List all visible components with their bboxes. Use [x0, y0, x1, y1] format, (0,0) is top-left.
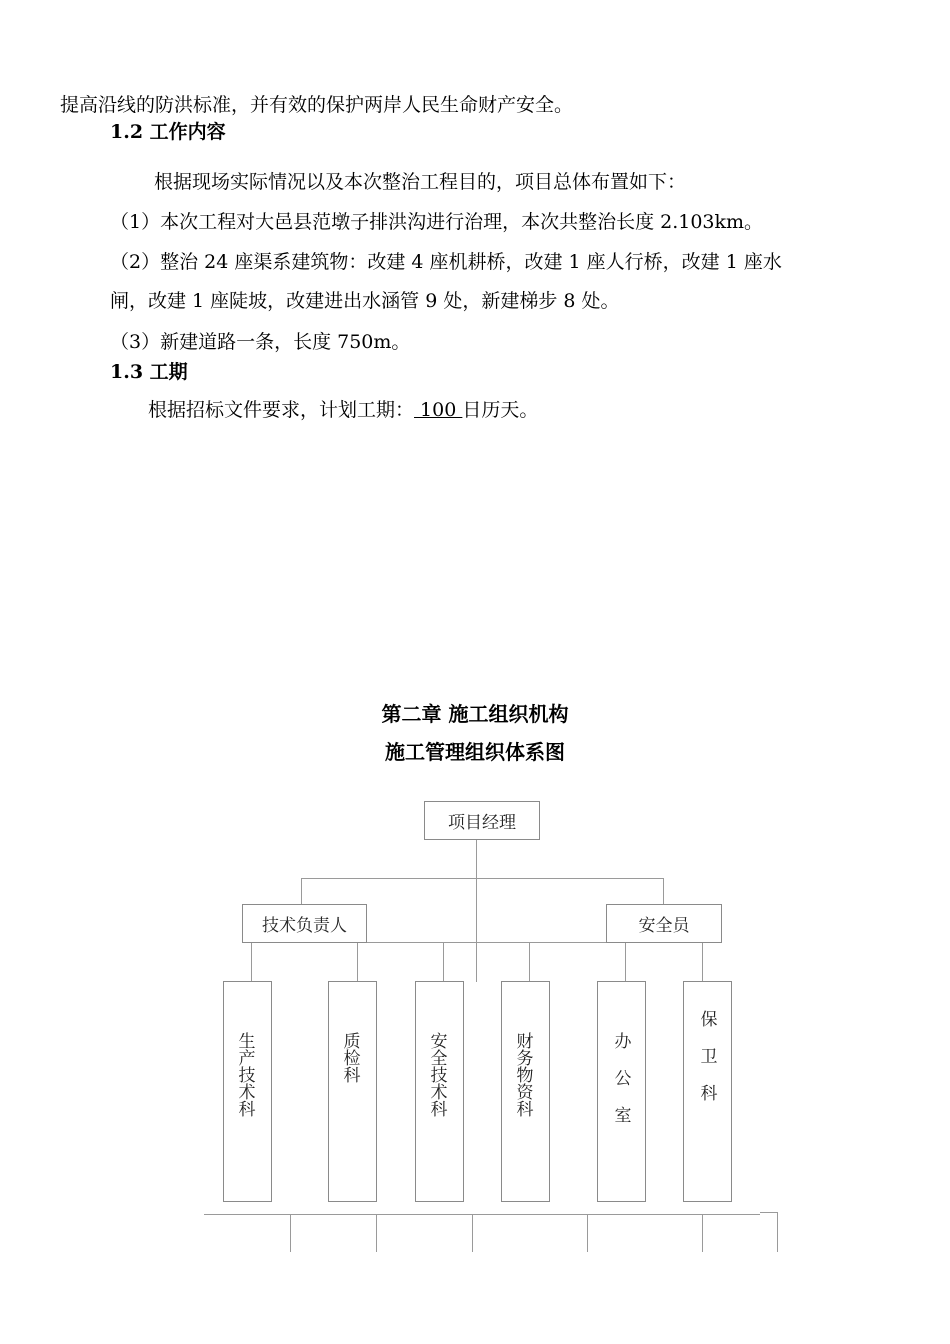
schedule-prefix: 根据招标文件要求，计划工期：: [148, 399, 415, 421]
table-col-divider: [472, 1214, 473, 1252]
org-box-safety-officer: 安全员: [606, 904, 722, 943]
chapter-title: 第二章 施工组织机构: [381, 702, 569, 726]
table-col-divider: [290, 1214, 291, 1252]
org-box-label: 安全技术科: [426, 1032, 447, 1117]
connector-to-tech-lead: [301, 878, 302, 904]
table-col-divider: [587, 1214, 588, 1252]
connector-to-quality: [357, 942, 358, 982]
org-box-production-tech: [223, 981, 272, 1202]
paragraph-intro: 根据现场实际情况以及本次整治工程目的，项目总体布置如下：: [154, 171, 687, 193]
paragraph-schedule: [148, 398, 538, 422]
org-box-office: [597, 981, 646, 1202]
connector-to-safety-tech: [443, 942, 444, 982]
section-heading-schedule: 1.3 工期: [110, 361, 188, 383]
paragraph-flood-standard: 提高沿线的防洪标准，并有效的保护两岸人民生命财产安全。: [60, 94, 574, 116]
org-box-project-manager: 项目经理: [424, 801, 540, 840]
connector-upper-bar: [301, 878, 664, 879]
connector-to-office: [625, 942, 626, 982]
list-item-1: （1）本次工程对大邑县范墩子排洪沟进行治理，本次共整治长度 2.103km。: [110, 211, 764, 233]
org-box-quality-inspection: [328, 981, 377, 1202]
schedule-days-value: 100: [414, 399, 463, 421]
list-item-2-line-1: （2）整治 24 座渠系建筑物：改建 4 座机耕桥，改建 1 座人行桥，改建 1 座水: [110, 251, 782, 273]
org-box-label: 生产技术科: [234, 1032, 255, 1117]
org-box-finance-materials: [501, 981, 550, 1202]
org-box-label: 办 公 室: [610, 1032, 631, 1123]
table-top-rule-tail: [760, 1212, 778, 1213]
org-box-label: 财务物资科: [512, 1032, 533, 1117]
connector-to-finance: [529, 942, 530, 982]
table-col-divider: [777, 1212, 778, 1252]
org-box-label: 质检科: [339, 1032, 360, 1083]
table-col-divider: [702, 1214, 703, 1252]
connector-to-security: [702, 942, 703, 982]
connector-to-safety-officer: [663, 878, 664, 905]
table-top-rule: [204, 1214, 760, 1215]
list-item-2-line-2: 闸，改建 1 座陡坡，改建进出水涵管 9 处，新建梯步 8 处。: [110, 290, 620, 312]
table-col-divider: [376, 1214, 377, 1252]
list-item-3: （3）新建道路一条，长度 750m。: [110, 331, 411, 353]
connector-to-production: [251, 942, 252, 982]
org-chart-title: 施工管理组织体系图: [385, 740, 565, 764]
schedule-suffix: 日历天。: [462, 399, 539, 421]
org-box-safety-tech: [415, 981, 464, 1202]
org-box-security: [683, 981, 732, 1202]
connector-trunk: [476, 838, 477, 982]
org-box-label: 保 卫 科: [696, 1010, 717, 1101]
org-box-tech-lead: 技术负责人: [242, 904, 367, 943]
section-heading-work-content: 1.2 工作内容: [110, 121, 226, 143]
